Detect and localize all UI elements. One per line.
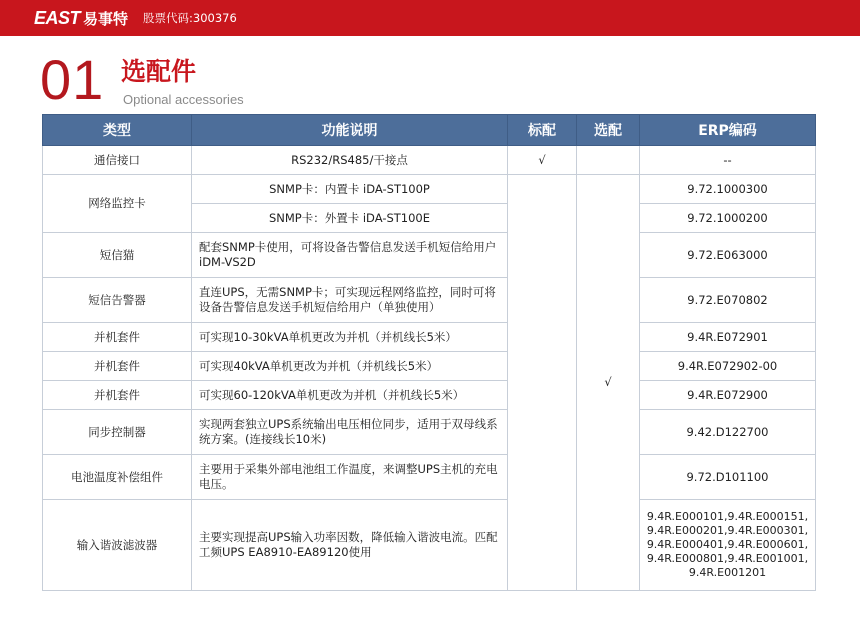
table-cell-desc: 直连UPS，无需SNMP卡；可实现远程网络监控，同时可将设备告警信息发送手机短信给用户（单独使用） bbox=[192, 278, 508, 323]
top-banner bbox=[0, 0, 860, 36]
section-subtitle: Optional accessories bbox=[123, 92, 244, 107]
table-cell-type: 电池温度补偿组件 bbox=[43, 455, 192, 500]
table-cell-desc: SNMP卡：外置卡 iDA-ST100E bbox=[192, 204, 508, 233]
table-cell-desc: SNMP卡：内置卡 iDA-ST100P bbox=[192, 175, 508, 204]
table-cell-desc: 可实现60-120kVA单机更改为并机（并机线长5米） bbox=[192, 381, 508, 410]
stock-code: 股票代码:300376 bbox=[143, 11, 237, 25]
table-cell-type: 同步控制器 bbox=[43, 410, 192, 455]
table-cell-erp: 9.42.D122700 bbox=[640, 410, 816, 455]
table-cell-erp: -- bbox=[640, 146, 816, 175]
table-cell-erp: 9.4R.E072902-00 bbox=[640, 352, 816, 381]
accessories-table bbox=[42, 114, 816, 591]
table-cell-type: 并机套件 bbox=[43, 323, 192, 352]
table-cell-erp: 9.4R.E072901 bbox=[640, 323, 816, 352]
table-cell-empty bbox=[508, 175, 577, 591]
table-cell-erp: 9.4R.E072900 bbox=[640, 381, 816, 410]
table-cell-erp: 9.72.D101100 bbox=[640, 455, 816, 500]
table-cell-erp: 9.72.1000300 bbox=[640, 175, 816, 204]
table-cell-empty bbox=[577, 146, 640, 175]
table-cell-desc: 实现两套独立UPS系统输出电压相位同步，适用于双母线系统方案。(连接线长10米) bbox=[192, 410, 508, 455]
table-cell-desc: 主要用于采集外部电池组工作温度，来调整UPS主机的充电电压。 bbox=[192, 455, 508, 500]
table-cell-type: 短信猫 bbox=[43, 233, 192, 278]
logo-text-en: EAST bbox=[34, 7, 81, 28]
table-cell-type: 短信告警器 bbox=[43, 278, 192, 323]
table-cell-type: 输入谐波滤波器 bbox=[43, 500, 192, 591]
table-cell-desc: RS232/RS485/干接点 bbox=[192, 146, 508, 175]
section-number: 01 bbox=[40, 48, 105, 111]
table-cell-desc: 配套SNMP卡使用，可将设备告警信息发送手机短信给用户 iDM-VS2D bbox=[192, 233, 508, 278]
table-cell-type: 通信接口 bbox=[43, 146, 192, 175]
table-cell-type: 并机套件 bbox=[43, 381, 192, 410]
company-logo bbox=[34, 5, 128, 31]
header-erp-code: ERP编码 bbox=[640, 115, 816, 146]
optional-check: √ bbox=[577, 175, 640, 591]
logo-text-cn: 易事特 bbox=[83, 9, 129, 28]
table-cell-desc: 可实现40kVA单机更改为并机（并机线长5米） bbox=[192, 352, 508, 381]
header-type: 类型 bbox=[43, 115, 192, 146]
header-optional: 选配 bbox=[577, 115, 640, 146]
section-title: 选配件 bbox=[121, 57, 197, 86]
table-cell-erp: 9.72.E070802 bbox=[640, 278, 816, 323]
table-cell-desc: 可实现10-30kVA单机更改为并机（并机线长5米） bbox=[192, 323, 508, 352]
table-cell-erp: 9.72.1000200 bbox=[640, 204, 816, 233]
table-cell-erp: 9.72.E063000 bbox=[640, 233, 816, 278]
table-cell-type: 网络监控卡 bbox=[43, 175, 192, 233]
table-cell-type: 并机套件 bbox=[43, 352, 192, 381]
table-cell-desc: 主要实现提高UPS输入功率因数，降低输入谐波电流。匹配工频UPS EA8910-EA89120使用 bbox=[192, 500, 508, 591]
header-function: 功能说明 bbox=[192, 115, 508, 146]
standard-check: √ bbox=[508, 146, 577, 175]
header-standard: 标配 bbox=[508, 115, 577, 146]
table-cell-erp: 9.4R.E000101,9.4R.E000151,9.4R.E000201,9.4R.E000301,9.4R.E000401,9.4R.E000601,9.4R.E000801,9.4R.E001001,9.4R.E001201 bbox=[640, 500, 816, 591]
